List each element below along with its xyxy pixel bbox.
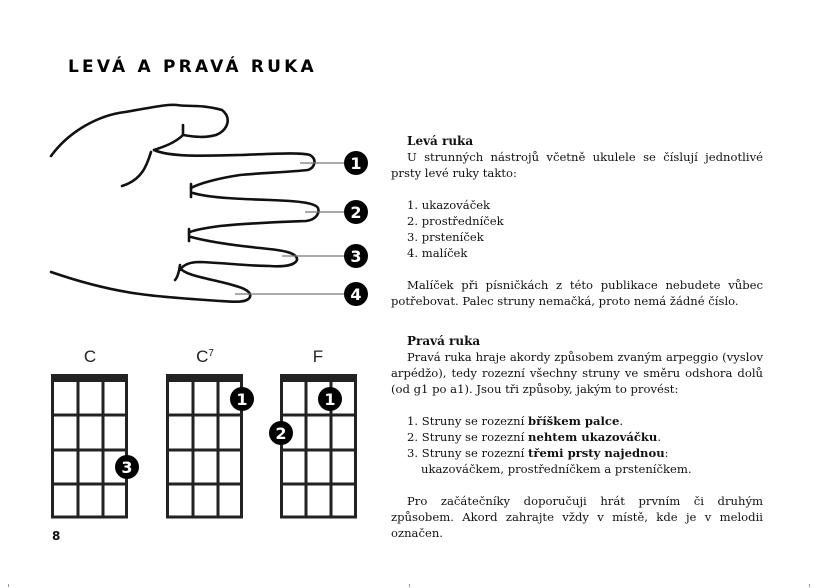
crop-mark — [8, 584, 9, 587]
chord-diagram-c — [51, 374, 139, 518]
left-hand-section — [391, 133, 763, 309]
chord-name-f-text: F — [312, 347, 324, 366]
crop-mark — [409, 584, 410, 587]
chord-diagram-c7 — [166, 374, 254, 518]
left-hand-heading: Levá ruka — [407, 134, 474, 148]
method-list-item — [407, 429, 763, 445]
method-punct: . — [657, 430, 662, 444]
finger-list — [391, 197, 763, 261]
chord-c7-finger-number: 1 — [236, 390, 248, 409]
chord-name-f — [313, 347, 323, 367]
method-emphasis: nehtem ukazováčku — [528, 430, 658, 444]
method-continuation: ukazováčkem, prostředníčkem a prsteníčkem. — [421, 462, 692, 476]
method-emphasis: třemi prsty najednou — [528, 446, 665, 460]
finger-leader-lines — [235, 163, 344, 294]
finger-number-1: 1 — [350, 154, 362, 173]
chord-name-c7 — [196, 347, 214, 367]
method-punct: . — [619, 414, 624, 428]
page-number: 8 — [52, 529, 61, 543]
chord-f-finger-number-1: 1 — [324, 390, 336, 409]
finger-list-item: 1. ukazováček — [407, 198, 491, 212]
right-hand-recommendation: Pro začátečníky doporučuji hrát prvním či druhým způsobem. Akord zahrajte vždy v místě, kde je v melodii označen. — [391, 494, 763, 540]
left-hand-note: Malíček při písničkách z této publikace nebudete vůbec potřebovat. Palec struny nemačká, proto nemá žádné číslo. — [391, 278, 763, 308]
method-emphasis: bříškem palce — [528, 414, 620, 428]
method-text: 2. Struny se rozezní — [407, 430, 529, 444]
finger-list-item: 2. prostředníček — [407, 214, 504, 228]
chord-diagram-f — [269, 374, 357, 518]
finger-number-2: 2 — [350, 203, 362, 222]
method-list-item — [407, 445, 763, 477]
method-text: 1. Struny se rozezní — [407, 414, 529, 428]
finger-number-3: 3 — [350, 247, 362, 266]
right-hand-heading: Pravá ruka — [407, 334, 481, 348]
chord-name-c — [84, 347, 96, 367]
finger-list-item: 3. prsteníček — [407, 230, 484, 244]
left-hand-intro: U strunných nástrojů včetně ukulele se číslují jednotlivé prsty levé ruky takto: — [391, 150, 763, 180]
chord-name-c7-superscript: 7 — [208, 348, 214, 359]
chord-name-c-text: C — [83, 347, 97, 366]
page-title: LEVÁ A PRAVÁ RUKA — [68, 57, 317, 77]
right-hand-section — [391, 333, 763, 541]
method-punct: : — [664, 446, 669, 460]
crop-mark — [809, 584, 810, 587]
method-text: 3. Struny se rozezní — [407, 446, 529, 460]
finger-list-item: 4. malíček — [407, 246, 468, 260]
finger-number-4: 4 — [350, 285, 362, 304]
method-list — [391, 413, 763, 477]
chord-c-finger-number: 3 — [121, 458, 133, 477]
chord-f-finger-number-2: 2 — [275, 424, 287, 443]
chord-name-c7-text: C — [196, 347, 209, 366]
hand-outline — [51, 105, 318, 302]
right-hand-intro: Pravá ruka hraje akordy způsobem zvaným arpeggio (vyslov arpédžo), tedy rozezní všechny struny ve směru odshora dolů (od g1 po a1). Jsou tři způsoby, jakým to provést: — [391, 350, 763, 396]
method-list-item — [407, 413, 763, 429]
